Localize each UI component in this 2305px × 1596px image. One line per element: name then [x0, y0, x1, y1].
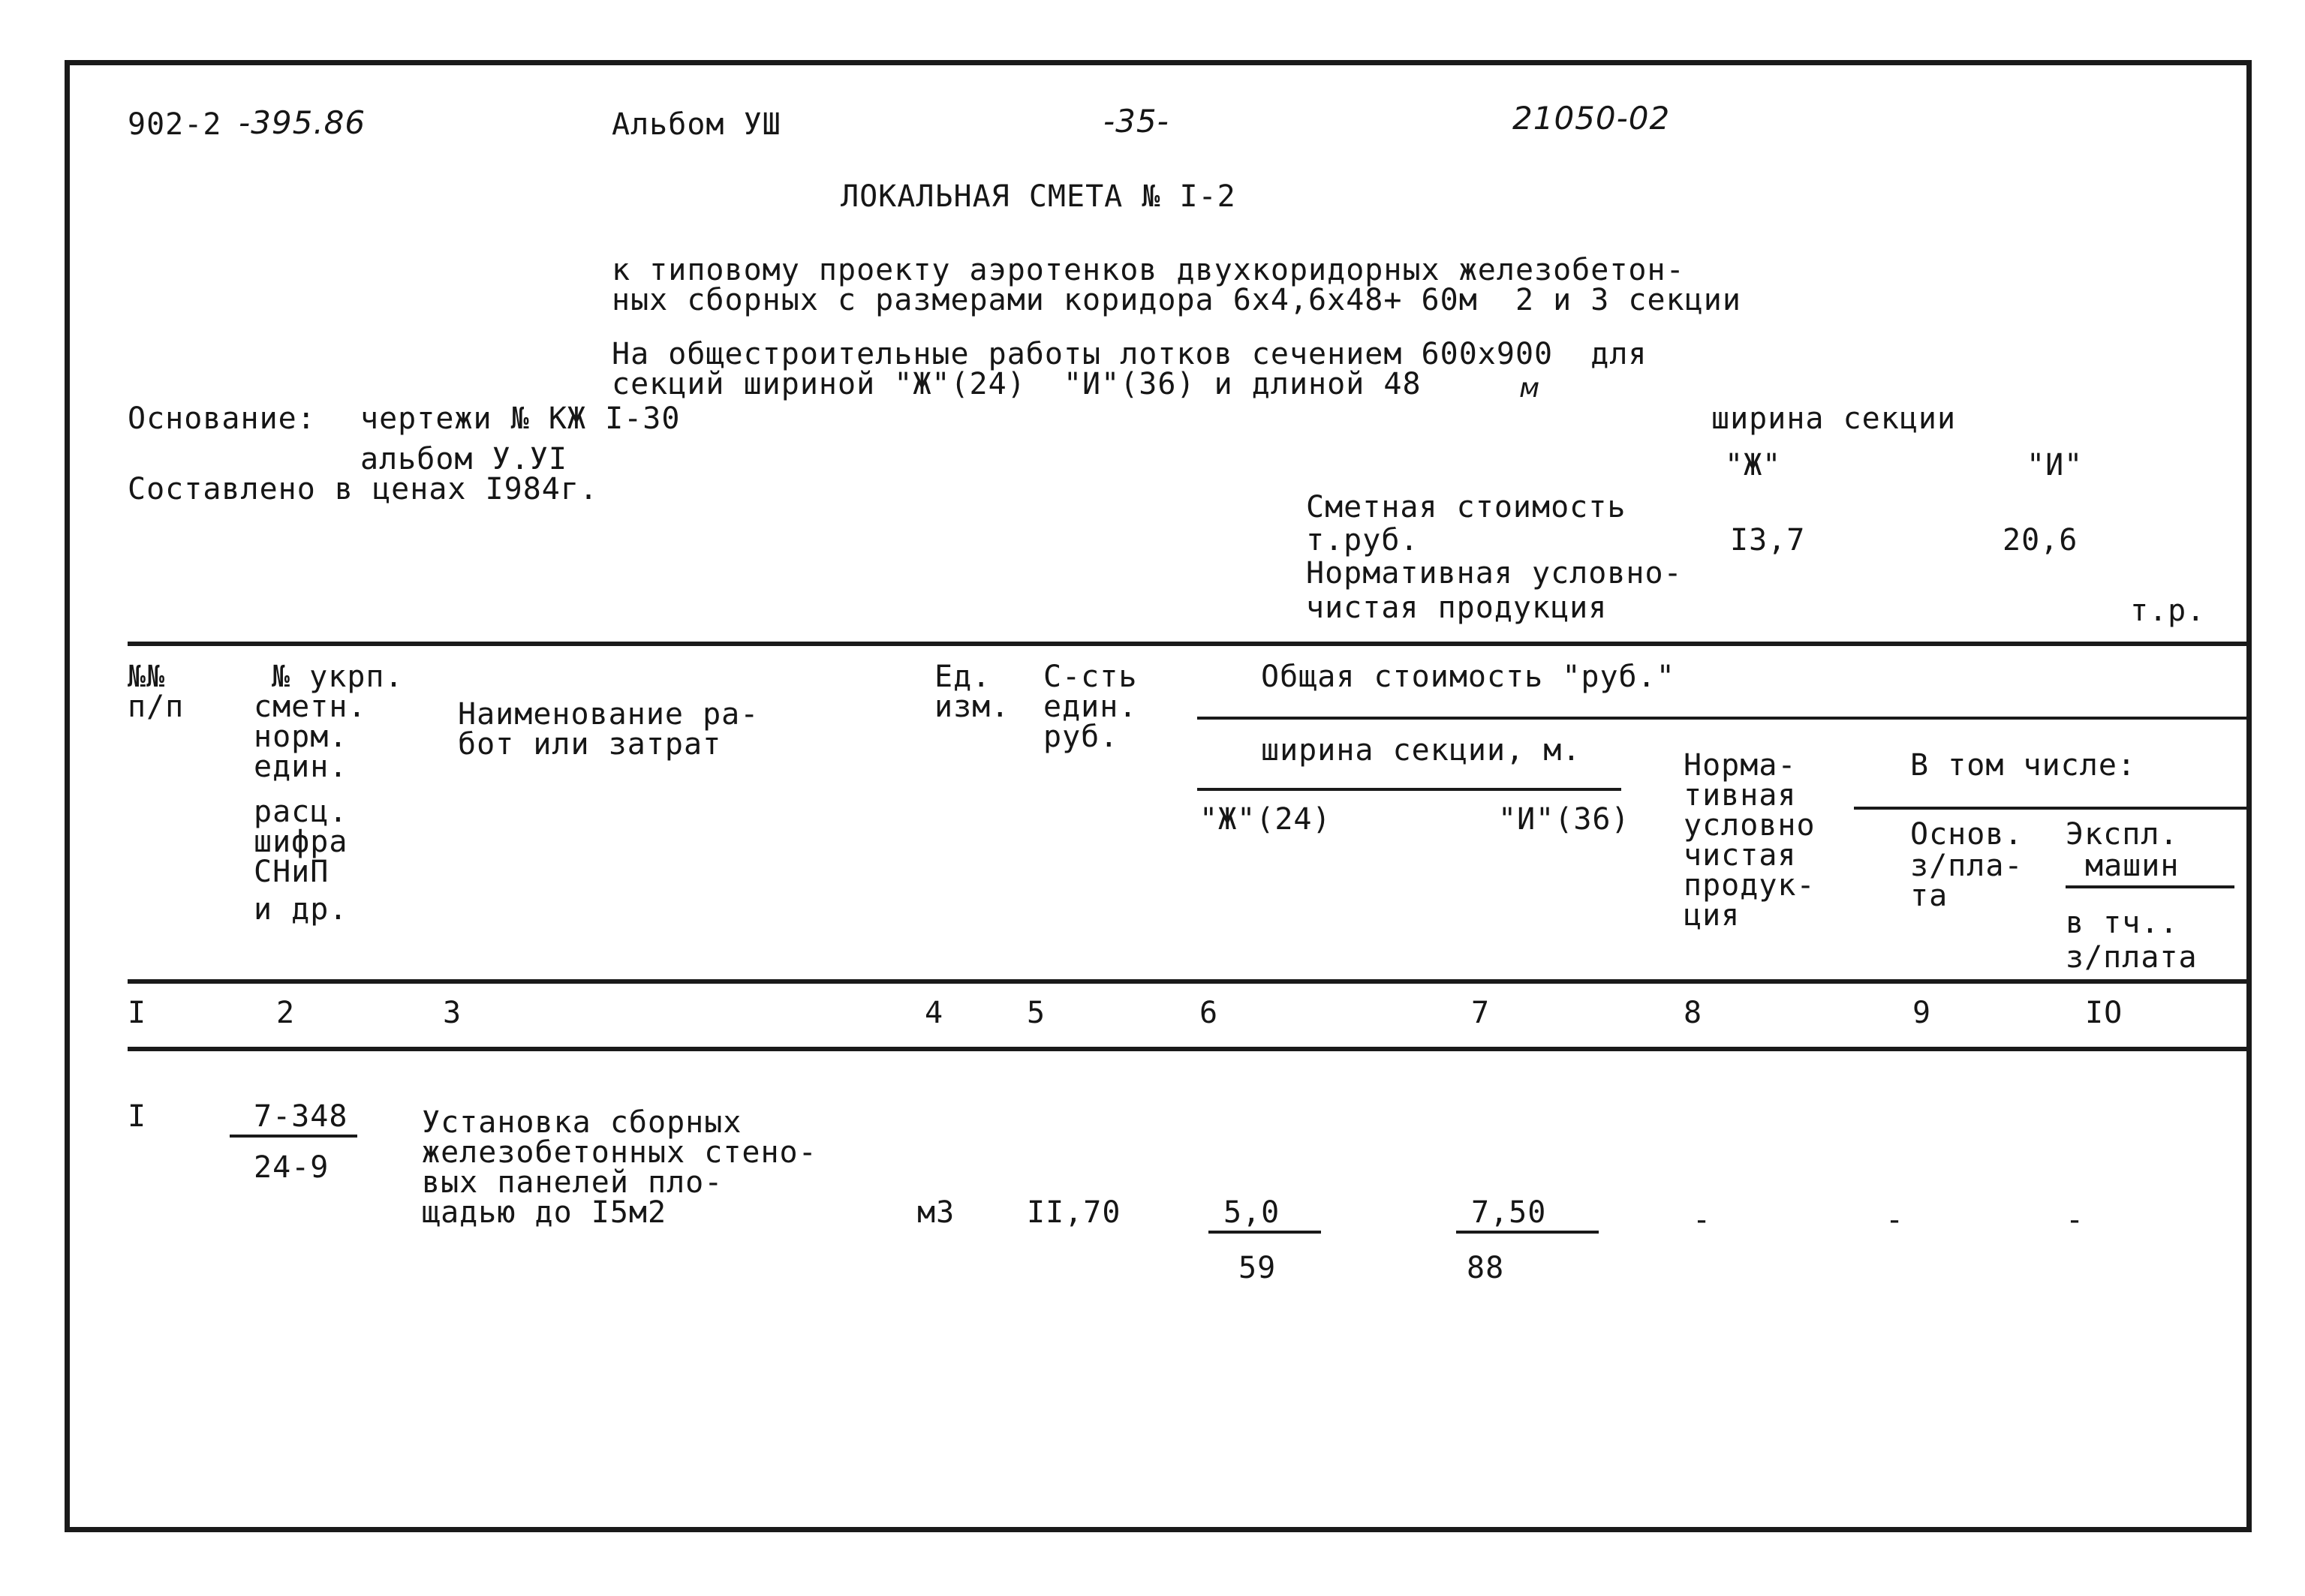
col-header-net-5: продук- [1684, 868, 1816, 903]
document-title: ЛОКАЛЬНАЯ СМЕТА № I-2 [841, 179, 1236, 214]
col-header-net-2: тивная [1684, 778, 1797, 813]
description-unit: м [1519, 373, 1541, 404]
col-header-code-7: СНиП [254, 855, 330, 889]
machines-underline [2066, 885, 2234, 888]
column-numbers-rule [128, 1047, 2252, 1051]
col-header-code-2: сметн. [254, 690, 367, 724]
col-header-code-3: норм. [254, 720, 348, 754]
row-name-line-2: железобетонных стено- [422, 1135, 817, 1170]
basis-album: альбом У.УI [360, 442, 567, 476]
col-header-machines-2: машин [2085, 849, 2180, 883]
row-name-line-4: щадью до I5м2 [422, 1195, 667, 1230]
row-unit-cost: II,70 [1027, 1195, 1121, 1230]
col-number: 9 [1912, 996, 1932, 1030]
including-rule [1854, 807, 2252, 810]
row-net-product: - [1693, 1203, 1712, 1237]
net-product-label-1: Нормативная условно- [1306, 556, 1683, 591]
row-cost-zh-top: 5,0 [1223, 1195, 1280, 1230]
col-header-wages-3: та [1910, 879, 1948, 913]
col-number: 6 [1199, 996, 1219, 1030]
col-number: 7 [1471, 996, 1491, 1030]
col-header-machines-4: з/плата [2066, 940, 2198, 975]
net-product-unit: т.р. [2130, 594, 2206, 628]
row-number: I [128, 1099, 147, 1134]
col-number: I [128, 996, 147, 1030]
section-width-rule [1197, 788, 1621, 791]
album-label: Альбом УШ [612, 107, 781, 142]
row-unit: м3 [917, 1195, 955, 1230]
col-header-price-2: един. [1043, 690, 1138, 724]
cost-value-zh: I3,7 [1730, 523, 1806, 558]
col-header-num-2: п/п [128, 690, 185, 724]
col-header-i: "И"(36) [1498, 802, 1630, 837]
col-number: 2 [276, 996, 296, 1030]
section-col-i: "И" [2027, 448, 2084, 482]
col-header-name-1: Наименование ра- [458, 697, 760, 732]
row-code-divider [230, 1135, 357, 1138]
col-header-num-1: №№ [128, 660, 166, 694]
project-number-handwritten: -395.86 [239, 104, 366, 141]
col-number: 8 [1684, 996, 1703, 1030]
cost-label-1: Сметная стоимость [1306, 490, 1626, 524]
col-header-machines-1: Экспл. [2066, 817, 2179, 852]
description-line-3: На общестроительные работы лотков сечением 600х900 для [612, 337, 1648, 371]
col-header-code-5: расц. [254, 795, 348, 829]
section-width-label: ширина секции [1711, 401, 1957, 436]
row-code-bottom: 24-9 [254, 1150, 330, 1185]
col-number: 4 [925, 996, 944, 1030]
document-code: 21050-02 [1512, 100, 1671, 137]
row-machines: - [2066, 1203, 2085, 1237]
col-header-unit-2: изм. [934, 690, 1010, 724]
cost-label-2: т.руб. [1306, 523, 1419, 558]
col-header-section-width: ширина секции, м. [1261, 733, 1581, 768]
description-line-1: к типовому проекту аэротенков двухкоридорных железобетон- [612, 253, 1685, 287]
col-header-code-6: шифра [254, 825, 348, 859]
col-header-unit-1: Ед. [934, 660, 992, 694]
col-header-code-4: един. [254, 750, 348, 784]
description-line-2: ных сборных с размерами коридора 6х4,6х48+ 60м 2 и 3 секции [612, 283, 1741, 317]
col-header-price-3: руб. [1043, 720, 1119, 754]
cost-value-i: 20,6 [2003, 523, 2078, 558]
col-header-net-1: Норма- [1684, 748, 1797, 783]
col-header-machines-3: в тч.. [2066, 906, 2179, 940]
col-header-total-cost: Общая стоимость "руб." [1261, 660, 1675, 694]
description-line-4: секций шириной "Ж"(24) "И"(36) и длиной 48 [612, 367, 1422, 401]
basis-label: Основание: [128, 401, 316, 436]
total-cost-rule [1197, 717, 2252, 720]
page-number: -35- [1103, 103, 1169, 140]
col-header-price-1: С-сть [1043, 660, 1138, 694]
row-cost-zh-bottom: 59 [1238, 1251, 1277, 1285]
col-header-code-1: № укрп. [272, 660, 404, 694]
table-top-rule [128, 642, 2252, 646]
table-right-stub [2248, 717, 2252, 979]
col-header-code-8: и др. [254, 892, 348, 927]
row-cost-i-top: 7,50 [1471, 1195, 1547, 1230]
section-col-zh: "Ж" [1725, 448, 1782, 482]
row-cost-i-bottom: 88 [1467, 1251, 1505, 1285]
col-header-wages-1: Основ. [1910, 817, 2024, 852]
col-header-wages-2: з/пла- [1910, 849, 2024, 883]
row-cost-zh-divider [1208, 1231, 1321, 1234]
row-name-line-3: вых панелей пло- [422, 1165, 724, 1200]
col-header-net-4: чистая [1684, 838, 1797, 873]
col-header-net-3: условно [1684, 808, 1816, 843]
col-header-name-2: бот или затрат [458, 727, 722, 762]
col-number: 3 [443, 996, 462, 1030]
project-number: 902-2 [128, 107, 222, 142]
row-cost-i-divider [1456, 1231, 1599, 1234]
col-header-zh: "Ж"(24) [1199, 802, 1332, 837]
col-header-including: В том числе: [1910, 748, 2136, 783]
col-number: IO [2085, 996, 2123, 1030]
header-bottom-rule [128, 979, 2252, 984]
col-number: 5 [1027, 996, 1046, 1030]
basis-drawings: чертежи № КЖ I-30 [360, 401, 681, 436]
row-wages: - [1885, 1203, 1905, 1237]
row-code-top: 7-348 [254, 1099, 348, 1134]
col-header-net-6: ция [1684, 898, 1741, 933]
price-basis: Составлено в ценах I984г. [128, 472, 599, 506]
row-name-line-1: Установка сборных [422, 1105, 742, 1140]
net-product-label-2: чистая продукция [1306, 591, 1608, 625]
